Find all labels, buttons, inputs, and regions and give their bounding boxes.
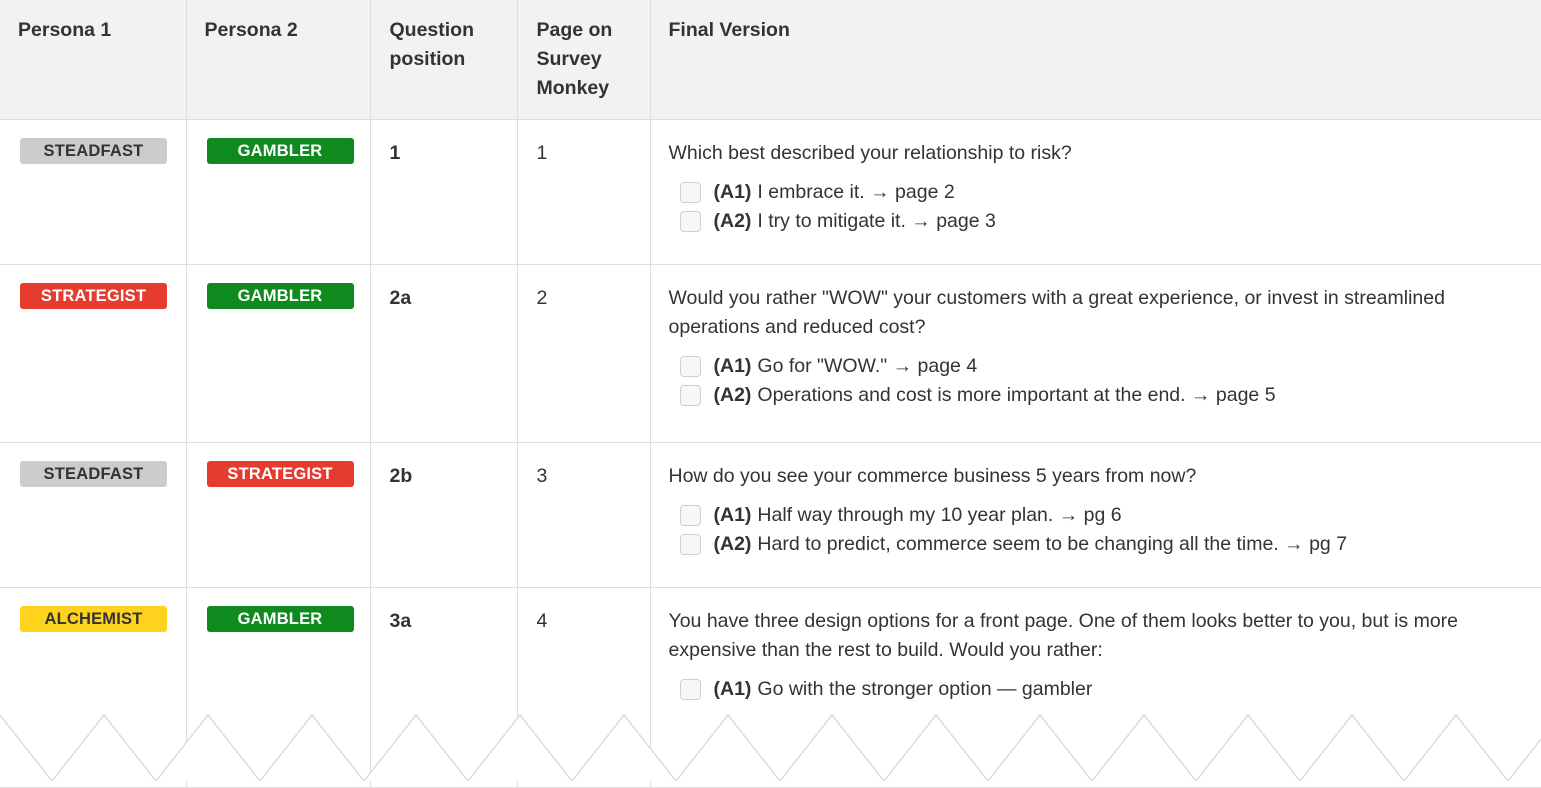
persona-badge-steadfast: STEADFAST [20, 461, 167, 487]
answer-checkbox[interactable] [680, 505, 701, 526]
persona-badge-strategist: STRATEGIST [207, 461, 354, 487]
final-version-cell [650, 443, 1541, 588]
question-text: How do you see your commerce business 5 years from now? [668, 465, 1197, 487]
answer-code: (A1) [713, 181, 752, 203]
answer-checkbox[interactable] [680, 182, 701, 203]
answer-option[interactable] [680, 178, 1524, 207]
header-persona1: Persona 1 [0, 0, 186, 120]
answer-checkbox[interactable] [680, 356, 701, 377]
answer-code: (A2) [713, 533, 752, 555]
persona-badge-gambler: GAMBLER [207, 138, 354, 164]
answer-option[interactable] [680, 530, 1524, 559]
answer-code: (A1) [713, 504, 752, 526]
answer-code: (A2) [713, 384, 752, 406]
answer-option[interactable] [680, 381, 1524, 410]
persona2-cell [186, 120, 370, 265]
header-question-position: Question position [370, 0, 517, 120]
page-number: 4 [517, 588, 650, 788]
page-number: 3 [517, 443, 650, 588]
answer-checkbox[interactable] [680, 385, 701, 406]
answer-code: (A1) [713, 678, 752, 700]
persona1-cell [0, 265, 186, 443]
question-position: 1 [370, 120, 517, 265]
header-row [0, 0, 1541, 120]
header-persona2: Persona 2 [186, 0, 370, 120]
answer-code: (A1) [713, 355, 752, 377]
persona-badge-strategist: STRATEGIST [20, 283, 167, 309]
answer-checkbox[interactable] [680, 679, 701, 700]
answer-option[interactable] [680, 675, 1524, 704]
header-page: Page on Survey Monkey [517, 0, 650, 120]
persona2-cell [186, 443, 370, 588]
torn-edge-decoration [0, 705, 1541, 781]
question-text: Which best described your relationship to risk? [668, 142, 1072, 164]
persona-badge-gambler: GAMBLER [207, 283, 354, 309]
question-text: Would you rather "WOW" your customers with a great experience, or invest in streamlined operations and reduced cost? [668, 287, 1445, 338]
question-position: 3a [370, 588, 517, 788]
answer-option[interactable] [680, 352, 1524, 381]
answer-text: Go for "WOW." → page 4 [757, 355, 978, 377]
answer-option[interactable] [680, 207, 1524, 236]
answer-code: (A2) [713, 210, 752, 232]
page-number: 1 [517, 120, 650, 265]
persona-badge-steadfast: STEADFAST [20, 138, 167, 164]
answer-checkbox[interactable] [680, 534, 701, 555]
answer-text: Half way through my 10 year plan. → pg 6 [757, 504, 1122, 526]
answer-text: Operations and cost is more important at the end. → page 5 [757, 384, 1276, 406]
question-position: 2b [370, 443, 517, 588]
persona1-cell [0, 120, 186, 265]
answer-text: Go with the stronger option — gambler [757, 678, 1093, 700]
table-row [0, 120, 1541, 265]
answer-text: I embrace it. → page 2 [757, 181, 955, 203]
header-final-version: Final Version [650, 0, 1541, 120]
persona-badge-alchemist: ALCHEMIST [20, 606, 167, 632]
answer-checkbox[interactable] [680, 211, 701, 232]
answer-text: Hard to predict, commerce seem to be changing all the time. → pg 7 [757, 533, 1348, 555]
question-text: You have three design options for a front page. One of them looks better to you, but is more expensive than the rest to build. Would you rather: [668, 610, 1459, 661]
question-position: 2a [370, 265, 517, 443]
persona1-cell [0, 443, 186, 588]
final-version-cell [650, 265, 1541, 443]
answer-option[interactable] [680, 501, 1524, 530]
page-number: 2 [517, 265, 650, 443]
table-row [0, 265, 1541, 443]
final-version-cell [650, 120, 1541, 265]
persona-badge-gambler: GAMBLER [207, 606, 354, 632]
table-row [0, 443, 1541, 588]
persona2-cell [186, 265, 370, 443]
answer-text: I try to mitigate it. → page 3 [757, 210, 996, 232]
